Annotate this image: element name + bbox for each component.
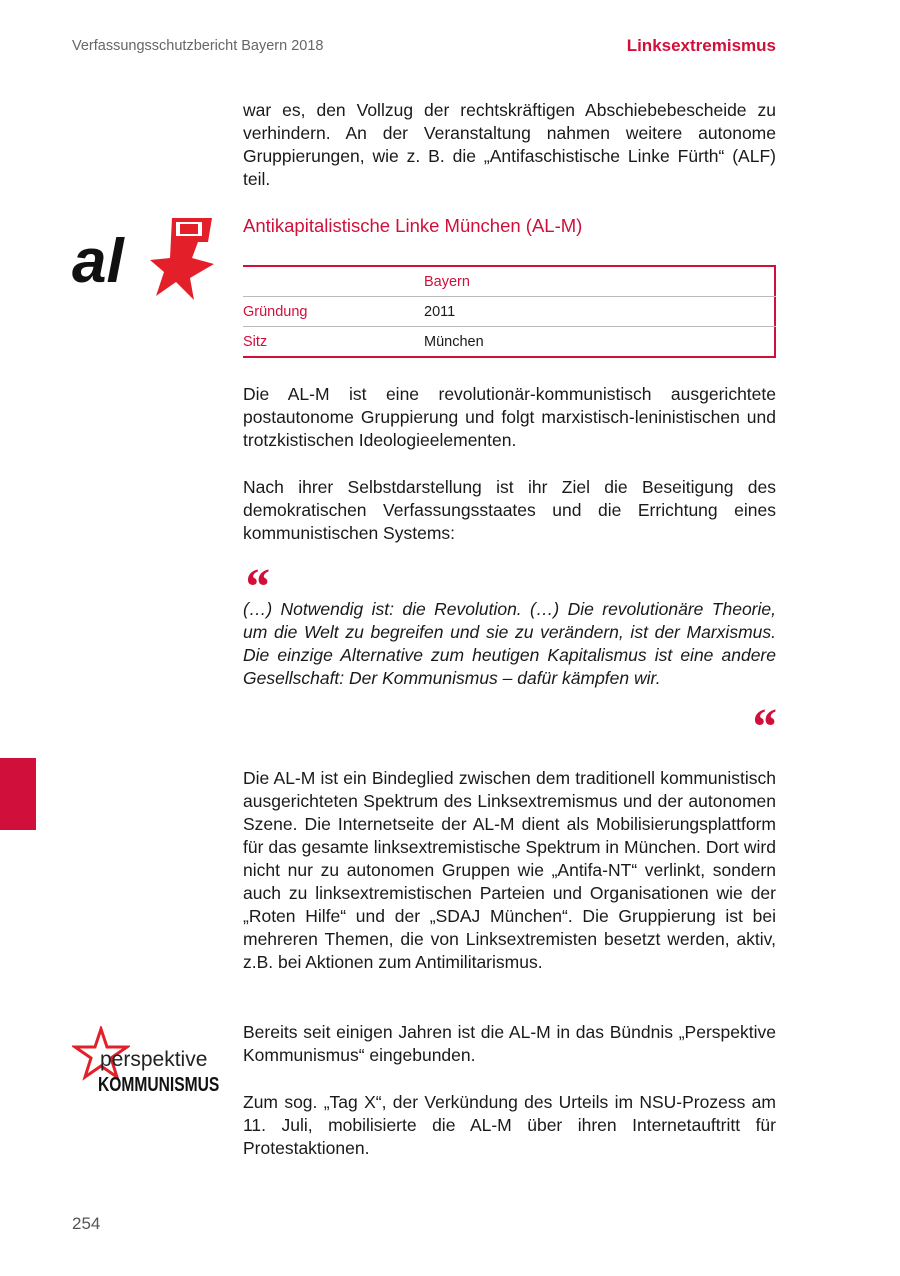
- logo-line2: KOMMUNISMUS: [98, 1074, 220, 1096]
- logo-line1: perspektive: [100, 1048, 208, 1071]
- row-value: München: [424, 333, 484, 350]
- page-number: 254: [72, 1214, 101, 1233]
- table-header-row: [243, 267, 776, 297]
- quote-text: (…) Notwendig ist: die Revolution. (…) Die revolutionäre Theorie, um die Welt zu begreifen und sie zu verändern, ist der Marxismus. Die einzige Alternative zum heutigen Kapitalismus ist eine andere Gesellschaft: Der Kommunismus – dafür kämpfen wir.: [243, 599, 776, 688]
- svg-text:al: al: [72, 227, 124, 296]
- table-row: [243, 327, 776, 357]
- table-row: [243, 297, 776, 327]
- running-header-title: Verfassungsschutzbericht Bayern 2018: [72, 38, 324, 54]
- chapter-tab-marker: [0, 758, 36, 830]
- quote-close-icon: “: [750, 699, 776, 756]
- table-header: Bayern: [424, 267, 776, 297]
- quote-open-icon: “: [243, 559, 269, 616]
- row-value: 2011: [424, 297, 776, 327]
- intro-text: war es, den Vollzug der rechtskräftigen Abschiebebescheide zu verhindern. An der Veranstaltung nahmen weitere autonome Gruppierungen, wie z. B. die „Antifaschistische Linke Fürth“ (ALF) teil.: [243, 100, 776, 189]
- paragraph: Zum sog. „Tag X“, der Verkündung des Urteils im NSU-Prozess am 11. Juli, mobilisierte die AL-M über ihren Internetauftritt für Protestaktionen.: [243, 1092, 776, 1158]
- paragraph: Die AL-M ist eine revolutionär-kommunistisch ausgerichtete postautonome Gruppierung und folgt marxistisch-leninistischen und trotzkistischen Ideologieelementen.: [243, 384, 776, 450]
- intro-paragraph: [243, 99, 776, 191]
- paragraph: Bereits seit einigen Jahren ist die AL-M in das Bündnis „Perspektive Kommunismus“ eingebunden.: [243, 1022, 776, 1065]
- section-title: Antikapitalistische Linke München (AL-M): [243, 215, 583, 236]
- row-label: Sitz: [243, 333, 268, 350]
- perspektive-kommunismus-logo: [72, 1026, 220, 1102]
- info-table: [243, 265, 776, 358]
- paragraph: Nach ihrer Selbstdarstellung ist ihr Ziel die Beseitigung des demokratischen Verfassungsstaates und die Errichtung eines kommunistischen Systems:: [243, 477, 776, 543]
- row-label: Gründung: [243, 297, 424, 327]
- al-m-logo: [72, 216, 217, 300]
- running-header-section: Linksextremismus: [626, 36, 776, 55]
- paragraph: Die AL-M ist ein Bindeglied zwischen dem traditionell kommunistisch ausgerichteten Spektrum des Linksextremismus und der autonomen Szene. Die Internetseite der AL-M dient als Mobilisierungsplattform für das gesamte linksextremistische Spektrum in München. Dort wird nicht nur zu autonomen Gruppen wie „Antifa-NT“ verlinkt, sondern auch zu linksextremistischen Parteien und Organisationen wie der „Roten Hilfe“ und der „SDAJ München“. Die Gruppierung ist bei mehreren Themen, die von Linksextremisten besetzt werden, aktiv, z.B. bei Aktionen zum Antimilitarismus.: [243, 768, 776, 972]
